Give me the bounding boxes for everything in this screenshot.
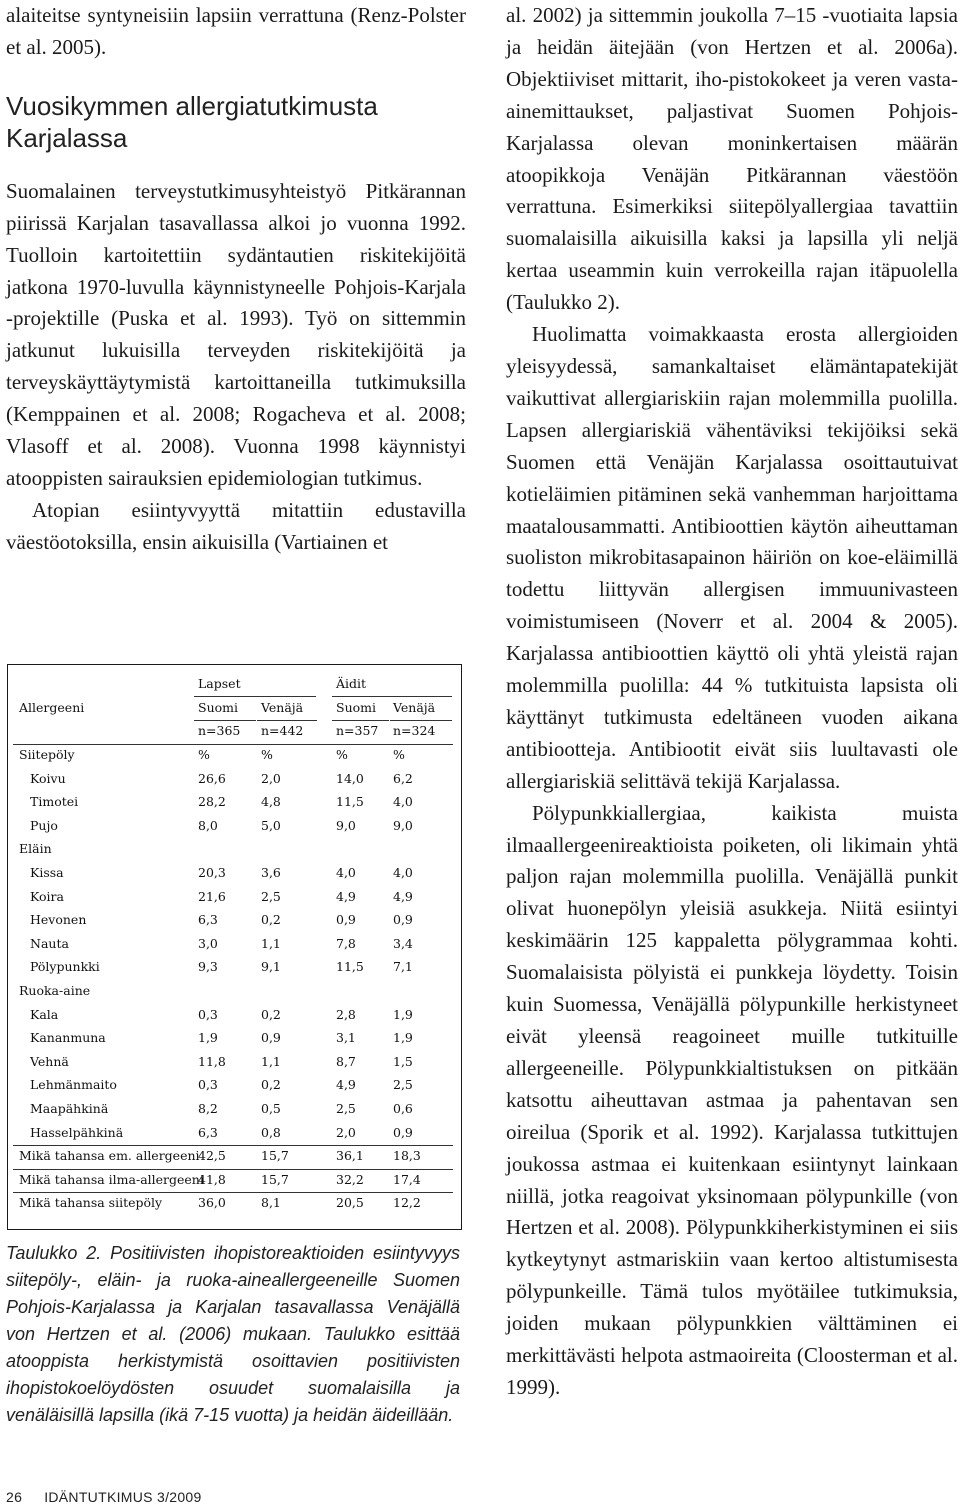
value-cell: 17,4 <box>393 1171 421 1187</box>
value-cell: 1,9 <box>198 1030 218 1046</box>
value-cell: 6,3 <box>198 1124 218 1140</box>
value-cell: 11,5 <box>336 959 364 975</box>
value-cell: 6,3 <box>198 912 218 928</box>
table-row <box>8 1145 461 1168</box>
value-cell: 20,5 <box>336 1195 364 1211</box>
table-caption: Taulukko 2. Positiivisten ihopistoreaktioiden esiintyvyys siitepöly-, eläin- ja ruoka-aineallergeeneille Suomen Pohjois-Karjalassa ja Karjalan tasavallassa Venäjällä von Hertzen et al. (2006) mukaan. Taulukko esittää atooppista herkistymistä osoittavien positiivisten ihopistokoelöydösten osuudet suomalaisilla ja venäläisillä lapsilla (ikä 7-15 vuotta) ja heidän äideillään. <box>6 1243 460 1425</box>
value-cell: 0,8 <box>261 1124 281 1140</box>
table-row <box>8 768 461 791</box>
country-header: Suomi <box>198 700 238 715</box>
body-paragraph: Suomalainen terveystutkimusyhteistyö Pitkärannan piirissä Karjalan tasavallassa alkoi jo vuonna 1992. Tuolloin kartoitettiin sydäntautien riskitekijöitä jatkona 1970-luvulla käynnistyneelle Pohjois-Karjala -projektille (Puska et al. 1993). Työ on sittemmin jatkunut lukuisilla terveyden riskitekijöitä ja terveyskäyttäytymistä kartoittaneilla tutkimuksilla (Kemppainen et al. 2008; Rogacheva et al. 2008; Vlasoff et al. 2008). Vuonna 1998 käynnistyi atooppisten sairauksien epidemiologian tutkimus. <box>6 178 466 490</box>
allergen-label: Hasselpähkinä <box>30 1124 124 1140</box>
value-cell: 2,5 <box>393 1077 413 1093</box>
value-cell: 4,9 <box>336 1077 356 1093</box>
unit-label: % <box>336 747 348 762</box>
country-header: Suomi <box>336 700 376 715</box>
row-rule <box>13 1145 453 1146</box>
allergen-label: Kala <box>30 1006 59 1022</box>
table-row <box>8 1051 461 1074</box>
value-cell: 11,5 <box>336 794 364 810</box>
allergen-label: Pölypunkki <box>30 959 100 975</box>
value-cell: 15,7 <box>261 1171 289 1187</box>
unit-label: % <box>393 747 405 762</box>
value-cell: 26,6 <box>198 770 226 786</box>
table-row <box>8 744 461 767</box>
value-cell: 1,1 <box>261 1053 281 1069</box>
value-cell: 0,2 <box>261 1006 281 1022</box>
sample-size: n=365 <box>198 723 241 738</box>
allergen-label: Mikä tahansa em. allergeeni <box>19 1148 200 1164</box>
table-row <box>8 1027 461 1050</box>
row-rule <box>13 1192 453 1193</box>
table-row <box>8 933 461 956</box>
value-cell: 41,8 <box>198 1171 226 1187</box>
table-row <box>8 815 461 838</box>
table-n-row <box>8 720 461 743</box>
value-cell: 2,5 <box>261 888 281 904</box>
table-row <box>8 980 461 1003</box>
value-cell: 0,9 <box>261 1030 281 1046</box>
body-paragraph: Pölypunkkiallergiaa, kaikista muista ilmaallergeenireaktioista poiketen, oli likimain yhtä paljon rajan molemmilla puolilla. Venäjällä punkit olivat huonepölyn yleisiä asukkeja. Niitä esiintyi keskimäärin 125 kappaletta pölygrammaa kohti. Suomalaisista pölyistä ei punkkeja löydetty. Toisin kuin Suomessa, Venäjällä pölypunkille herkistyneet eivät yleensä reagoineet muille tutkituille allergeeneille. Pölypunkkialtistuksen on pitkään katsottu aiheuttavan astmaa ja pahentavan sen oireilua (Sporik et al. 1992). Karjalassa tutkittujen joukossa astmaa ei kuitenkaan esiintynyt lainkaan niillä, jotka reagoivat yksinomaan pölypunkille (von Hertzen et al. 2008). Pölypunkkiherkistyminen ei siis kytkeytynyt astmariskiin vaan kertoo altistumisesta pölypunkeille. Tämä tulos myötäilee tutkimuksia, joiden mukaan pölypunkkien välttäminen ei merkittävästi helpota astmaoireita (Cloosterman et al. 1999). <box>506 800 958 1399</box>
allergen-label: Maapähkinä <box>30 1101 109 1116</box>
table-row <box>8 1192 461 1215</box>
allergen-label: Timotei <box>30 794 79 810</box>
value-cell: 14,0 <box>336 770 364 786</box>
value-cell: 0,5 <box>261 1101 281 1116</box>
table-row <box>8 909 461 932</box>
value-cell: 3,6 <box>261 865 281 880</box>
value-cell: 8,1 <box>261 1195 281 1211</box>
allergen-header: Allergeeni <box>19 700 85 715</box>
value-cell: 42,5 <box>198 1148 226 1164</box>
value-cell: 15,7 <box>261 1148 289 1164</box>
allergen-label: Lehmänmaito <box>30 1077 117 1093</box>
table-row <box>8 1169 461 1192</box>
allergen-label: Koivu <box>30 770 66 786</box>
category-label: Eläin <box>19 841 52 857</box>
value-cell: 8,0 <box>198 817 218 833</box>
table-row <box>8 1004 461 1027</box>
value-cell: 36,0 <box>198 1195 226 1211</box>
value-cell: 0,6 <box>393 1101 413 1116</box>
table-row <box>8 791 461 814</box>
value-cell: 1,1 <box>261 935 281 951</box>
value-cell: 4,9 <box>336 888 356 904</box>
value-cell: 0,2 <box>261 912 281 928</box>
allergen-label: Mikä tahansa ilma-allergeeni <box>19 1171 204 1187</box>
allergen-label: Kissa <box>30 865 64 880</box>
value-cell: 36,1 <box>336 1148 364 1164</box>
value-cell: 5,0 <box>261 817 281 833</box>
value-cell: 9,0 <box>336 817 356 833</box>
value-cell: 11,8 <box>198 1053 226 1069</box>
country-header: Venäjä <box>261 700 304 715</box>
value-cell: 21,6 <box>198 888 226 904</box>
allergen-label: Vehnä <box>30 1053 69 1069</box>
value-cell: 20,3 <box>198 865 226 880</box>
table-row <box>8 1122 461 1145</box>
value-cell: 0,9 <box>336 912 356 928</box>
sample-size: n=324 <box>393 723 436 738</box>
value-cell: 9,3 <box>198 959 218 975</box>
value-cell: 18,3 <box>393 1148 421 1164</box>
allergen-label: Mikä tahansa siitepöly <box>19 1195 163 1211</box>
right-column <box>506 0 958 1404</box>
value-cell: 8,7 <box>336 1053 356 1069</box>
value-cell: 28,2 <box>198 794 226 810</box>
table-row <box>8 862 461 885</box>
category-label: Ruoka-aine <box>19 983 91 998</box>
value-cell: 2,8 <box>336 1006 356 1022</box>
section-heading: Vuosikymmen allergiatutkimusta Karjalassa <box>6 90 378 153</box>
allergen-label: Pujo <box>30 817 58 833</box>
allergen-table <box>7 664 462 1230</box>
value-cell: 0,2 <box>261 1077 281 1093</box>
value-cell: 8,2 <box>198 1101 218 1116</box>
page-number: 26 <box>6 1489 23 1505</box>
table-row <box>8 956 461 979</box>
table-row <box>8 1074 461 1097</box>
allergen-label: Nauta <box>30 935 69 951</box>
value-cell: 6,2 <box>393 770 413 786</box>
country-header: Venäjä <box>393 700 436 715</box>
value-cell: 9,1 <box>261 959 281 975</box>
unit-label: % <box>198 747 210 762</box>
value-cell: 9,0 <box>393 817 413 833</box>
value-cell: 2,0 <box>336 1124 356 1140</box>
group-header-children: Lapset <box>198 676 241 691</box>
value-cell: 4,0 <box>393 794 413 810</box>
value-cell: 4,9 <box>393 888 413 904</box>
value-cell: 2,5 <box>336 1101 356 1116</box>
body-paragraph: Atopian esiintyvyyttä mitattiin edustavilla väestöotoksilla, ensin aikuisilla (Vartiainen et <box>6 497 466 554</box>
row-rule <box>13 1169 453 1170</box>
allergen-label: Koira <box>30 888 64 904</box>
table-row <box>8 838 461 861</box>
value-cell: 7,1 <box>393 959 413 975</box>
value-cell: 2,0 <box>261 770 281 786</box>
table-row <box>8 886 461 909</box>
value-cell: 1,9 <box>393 1006 413 1022</box>
value-cell: 4,0 <box>336 865 356 880</box>
group-header-mothers: Äidit <box>336 676 367 691</box>
value-cell: 4,8 <box>261 794 281 810</box>
value-cell: 4,0 <box>393 865 413 880</box>
value-cell: 12,2 <box>393 1195 421 1211</box>
body-paragraph: al. 2002) ja sittemmin joukolla 7–15 -vuotiaita lapsia ja heidän äitejään (von Hertzen et al. 2006a). Objektiiviset mittarit, iho-pistokokeet ja veren vasta-ainemittaukset, paljastivat Suomen Pohjois-Karjalassa olevan moninkertaisen määrän atoopikkoja Venäjän Pitkärannan väestöön verrattuna. Esimerkiksi siitepölyallergiaa tavattiin suomalaisilla aikuisilla kaksi ja lapsilla yli neljä kertaa useammin kuin verrokeilla rajan itäpuolella (Taulukko 2). <box>506 3 958 315</box>
sample-size: n=442 <box>261 723 304 738</box>
category-label: Siitepöly <box>19 747 75 762</box>
table-row <box>8 1098 461 1121</box>
value-cell: 0,9 <box>393 912 413 928</box>
sample-size: n=357 <box>336 723 379 738</box>
body-paragraph: Huolimatta voimakkaasta erosta allergioiden yleisyydessä, samankaltaiset elämäntapatekijät vaikuttivat allergiariskiin rajan molemmilla puolilla. Lapsen allergiariskiä vähentäviksi tekijöiksi sekä Suomen että Venäjän Karjalassa osoittautuivat kotieläimien pitäminen sekä vanhemman harjoittama maatalousammatti. Antibioottien käytön aiheuttaman suoliston mikrobitasapainon häiriön on koe-eläimillä todettu liittyvän allergisen immuunivasteen voimistumiseen (Noverr et al. 2004 & 2005). Karjalassa antibioottien käyttö oli yhtä yleistä rajan molemmilla puolilla: 44 % tutkituista lapsista oli käyttänyt tutkimusta edeltäneen vuoden aikana antibiootteja. Antibiootit eivät siis luultavasti ole allergiariskiä selittävä tekijä Karjalassa. <box>506 322 958 793</box>
value-cell: 1,5 <box>393 1053 413 1069</box>
value-cell: 7,8 <box>336 935 356 951</box>
allergen-label: Kananmuna <box>30 1030 106 1046</box>
unit-label: % <box>261 747 273 762</box>
value-cell: 3,1 <box>336 1030 356 1046</box>
page-footer <box>6 1489 202 1505</box>
value-cell: 0,3 <box>198 1006 218 1022</box>
intro-paragraph: alaiteitse syntyneisiin lapsiin verrattuna (Renz-Polster et al. 2005). <box>6 3 466 59</box>
left-column <box>6 0 466 559</box>
table-group-header-row <box>8 673 461 696</box>
table-country-header-row <box>8 697 461 720</box>
allergen-label: Hevonen <box>30 912 87 928</box>
publication-name: IDÄNTUTKIMUS 3/2009 <box>44 1489 202 1505</box>
value-cell: 0,3 <box>198 1077 218 1093</box>
value-cell: 3,0 <box>198 935 218 951</box>
value-cell: 32,2 <box>336 1171 364 1187</box>
value-cell: 0,9 <box>393 1124 413 1140</box>
value-cell: 3,4 <box>393 935 413 951</box>
value-cell: 1,9 <box>393 1030 413 1046</box>
